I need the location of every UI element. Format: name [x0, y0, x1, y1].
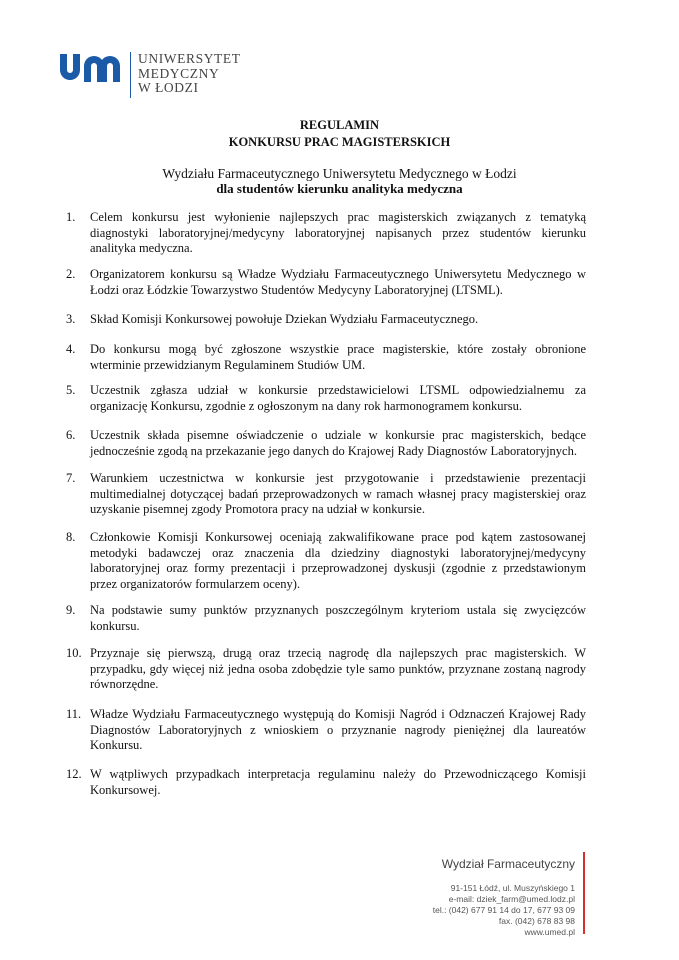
item-text: Na podstawie sumy punktów przyznanych poszczególnym kryteriom ustala się zwycięzców konkursu.	[90, 603, 586, 633]
item-number: 10.	[66, 646, 82, 660]
list-item	[66, 646, 586, 693]
footer-accent-bar	[583, 852, 585, 934]
item-number: 9.	[66, 603, 76, 617]
logo-text	[138, 52, 241, 96]
list-item	[66, 530, 586, 592]
list-item	[66, 210, 586, 257]
document-title: REGULAMIN	[299, 118, 380, 132]
logo-line-1: UNIWERSYTET	[138, 51, 241, 66]
document-title-line-2: KONKURSU PRAC MAGISTERSKICH	[228, 135, 451, 149]
logo-line-2: MEDYCZNY	[138, 65, 220, 81]
item-text: Do konkursu mogą być zgłoszone wszystkie prace magisterskie, które zostały obronione wterminie przewidzianym Regulaminem Studiów UM.	[90, 342, 586, 372]
item-number: 6.	[66, 428, 76, 442]
list-item	[66, 312, 586, 328]
item-number: 2.	[66, 267, 76, 281]
item-number: 3.	[66, 312, 76, 326]
logo-divider	[130, 52, 131, 98]
item-number: 1.	[66, 210, 76, 224]
footer-phone: tel.: (042) 677 91 14 do 17, 677 93 09	[432, 905, 575, 915]
document-subtitle: dla studentów kierunku analityka medyczna	[216, 181, 463, 196]
university-logo	[58, 50, 248, 100]
item-number: 11.	[66, 707, 82, 721]
item-text: Uczestnik składa pisemne oświadczenie o udziale w konkursie prac magisterskich, bedące jednocześnie zgodą na przekazanie jego danych do Krajowej Rady Diagnostów Laboratoryjnych.	[90, 428, 586, 458]
item-text: Warunkiem uczestnictwa w konkursie jest przygotowanie i przedstawienie prezentacji multimedialnej dotyczącej badań przeprowadzonych w ramach własnej pracy magisterskiej oraz uzyskanie pisemnej zgody Promotora pracy na udział w konkursie.	[90, 471, 586, 516]
footer-address: 91-151 Łódź, ul. Muszyńskiego 1	[450, 883, 575, 893]
logo-line-3: W ŁODZI	[138, 80, 199, 95]
footer-title: Wydział Farmaceutyczny	[441, 857, 575, 871]
item-text: Członkowie Komisji Konkursowej oceniają zakwalifikowane prace pod kątem zastosowanej metodyki badawczej oraz znaczenia dla dziedziny diagnostyki laboratoryjnej/medycyny laboratoryjnej oraz formy prezentacji i przeprowadzonej dyskusji (zgodnie z przedstawionym przez organizatorów formularzem oceny).	[90, 530, 586, 591]
list-item	[66, 428, 586, 459]
um-logo-mark-icon	[58, 50, 126, 84]
item-number: 7.	[66, 471, 76, 485]
list-item	[66, 267, 586, 298]
item-number: 12.	[66, 767, 82, 781]
item-text: Celem konkursu jest wyłonienie najlepszych prac magisterskich związanych z tematyką diagnostyki laboratoryjnej/medycyny laboratoryjnej napisanych przez studentów kierunku analityka medyczna.	[90, 210, 586, 255]
footer-fax: fax. (042) 678 83 98	[498, 916, 575, 926]
list-item	[66, 767, 586, 798]
item-text: Skład Komisji Konkursowej powołuje Dziekan Wydziału Farmaceutycznego.	[90, 312, 479, 326]
item-text: Władze Wydziału Farmaceutycznego występują do Komisji Nagród i Odznaczeń Krajowej Rady Diagnostów Laboratoryjnych z wnioskiem o przyznanie nagrody pieniężnej dla laureatów Konkursu.	[90, 707, 586, 752]
footer-email: e-mail: dziek_farm@umed.lodz.pl	[448, 894, 575, 904]
list-item	[66, 383, 586, 414]
list-item	[66, 603, 586, 634]
footer-contact	[433, 857, 575, 938]
faculty-name: Wydziału Farmaceutycznego Uniwersytetu Medycznego w Łodzi	[162, 166, 517, 181]
footer-website: www.umed.pl	[524, 927, 575, 937]
list-item	[66, 342, 586, 373]
item-number: 4.	[66, 342, 76, 356]
item-number: 5.	[66, 383, 76, 397]
item-text: W wątpliwych przypadkach interpretacja regulaminu należy do Przewodniczącego Komisji Konkursowej.	[90, 767, 586, 797]
item-number: 8.	[66, 530, 76, 544]
item-text: Organizatorem konkursu są Władze Wydziału Farmaceutycznego Uniwersytetu Medycznego w Łodzi oraz Łódzkie Towarzystwo Studentów Medycyny Laboratoryjnej (LTSML).	[90, 267, 586, 297]
list-item	[66, 471, 586, 518]
item-text: Uczestnik zgłasza udział w konkursie przedstawicielowi LTSML odpowiedzialnemu za organizację Konkursu, zgodnie z ogłoszonym na dany rok harmonogramem konkursu.	[90, 383, 586, 413]
list-item	[66, 707, 586, 754]
item-text: Przyznaje się pierwszą, drugą oraz trzecią nagrodę dla najlepszych prac magisterskich. W przypadku, gdy więcej niż jedna osoba zdobędzie tyle samo punktów, przyznane zostaną nagrody równorzędne.	[90, 646, 586, 691]
